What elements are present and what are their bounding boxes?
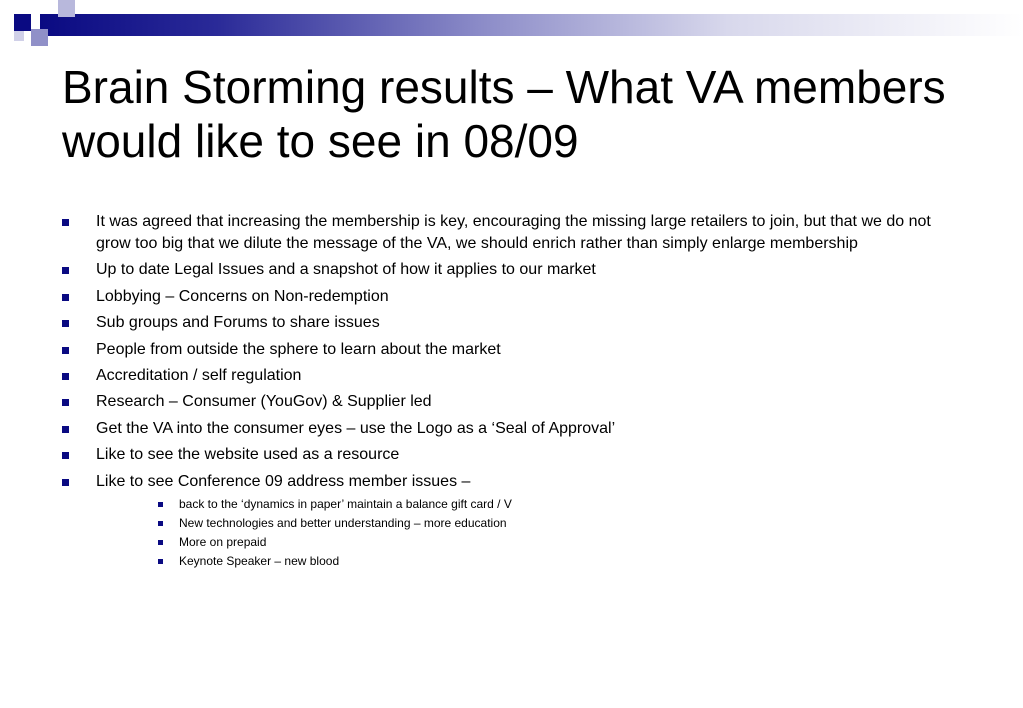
square-bullet-icon	[62, 426, 69, 433]
bullet-item	[0, 259, 1023, 281]
bullet-item	[0, 339, 1023, 361]
sub-bullet-text: New technologies and better understanding – more education	[179, 515, 507, 530]
sub-bullet-list	[96, 497, 943, 569]
square-bullet-icon	[158, 502, 163, 507]
sub-bullet-item	[96, 516, 943, 531]
bullet-item	[0, 418, 1023, 440]
square-bullet-icon	[62, 294, 69, 301]
sub-bullet-text: More on prepaid	[179, 534, 267, 549]
bullet-text: Sub groups and Forums to share issues	[96, 314, 380, 332]
bullet-item	[0, 471, 1023, 569]
square-bullet-icon	[62, 479, 69, 486]
header-gradient-bar	[40, 14, 1023, 36]
bullet-text: Up to date Legal Issues and a snapshot of how it applies to our market	[96, 261, 596, 279]
bullet-text: Get the VA into the consumer eyes – use the Logo as a ‘Seal of Approval’	[96, 419, 616, 437]
bullet-text: People from outside the sphere to learn about the market	[96, 340, 501, 358]
sub-bullet-text: back to the ‘dynamics in paper’ maintain a balance gift card / V	[179, 496, 512, 511]
bullet-text: Lobbying – Concerns on Non-redemption	[96, 287, 389, 305]
sub-bullet-text: Keynote Speaker – new blood	[179, 553, 340, 568]
decorative-square	[14, 14, 31, 31]
bullet-text: Accreditation / self regulation	[96, 366, 302, 384]
bullet-text: Research – Consumer (YouGov) & Supplier led	[96, 393, 432, 411]
square-bullet-icon	[62, 399, 69, 406]
square-bullet-icon	[62, 347, 69, 354]
bullet-item	[0, 286, 1023, 308]
bullet-item	[0, 391, 1023, 413]
decorative-square	[58, 0, 75, 17]
bullet-item	[0, 444, 1023, 466]
bullet-item	[0, 312, 1023, 334]
square-bullet-icon	[158, 540, 163, 545]
bullet-text: It was agreed that increasing the membership is key, encouraging the missing large retailers to join, but that we do not grow too big that we dilute the message of the VA, we should enrich rather than simply enlarge membership	[96, 213, 931, 252]
square-bullet-icon	[62, 373, 69, 380]
bullet-text: Like to see the website used as a resource	[96, 446, 400, 464]
slide-title: Brain Storming results – What VA members would like to see in 08/09	[62, 61, 946, 167]
square-bullet-icon	[62, 267, 69, 274]
decorative-square	[14, 31, 24, 41]
sub-bullet-item	[96, 535, 943, 550]
square-bullet-icon	[158, 559, 163, 564]
square-bullet-icon	[62, 452, 69, 459]
square-bullet-icon	[158, 521, 163, 526]
bullet-item	[0, 365, 1023, 387]
square-bullet-icon	[62, 219, 69, 226]
bullet-list	[0, 211, 1023, 573]
decorative-square	[31, 29, 48, 46]
sub-bullet-item	[96, 497, 943, 512]
sub-bullet-item	[96, 554, 943, 569]
bullet-item	[0, 211, 1023, 255]
square-bullet-icon	[62, 320, 69, 327]
bullet-text: Like to see Conference 09 address member issues –	[96, 472, 471, 490]
